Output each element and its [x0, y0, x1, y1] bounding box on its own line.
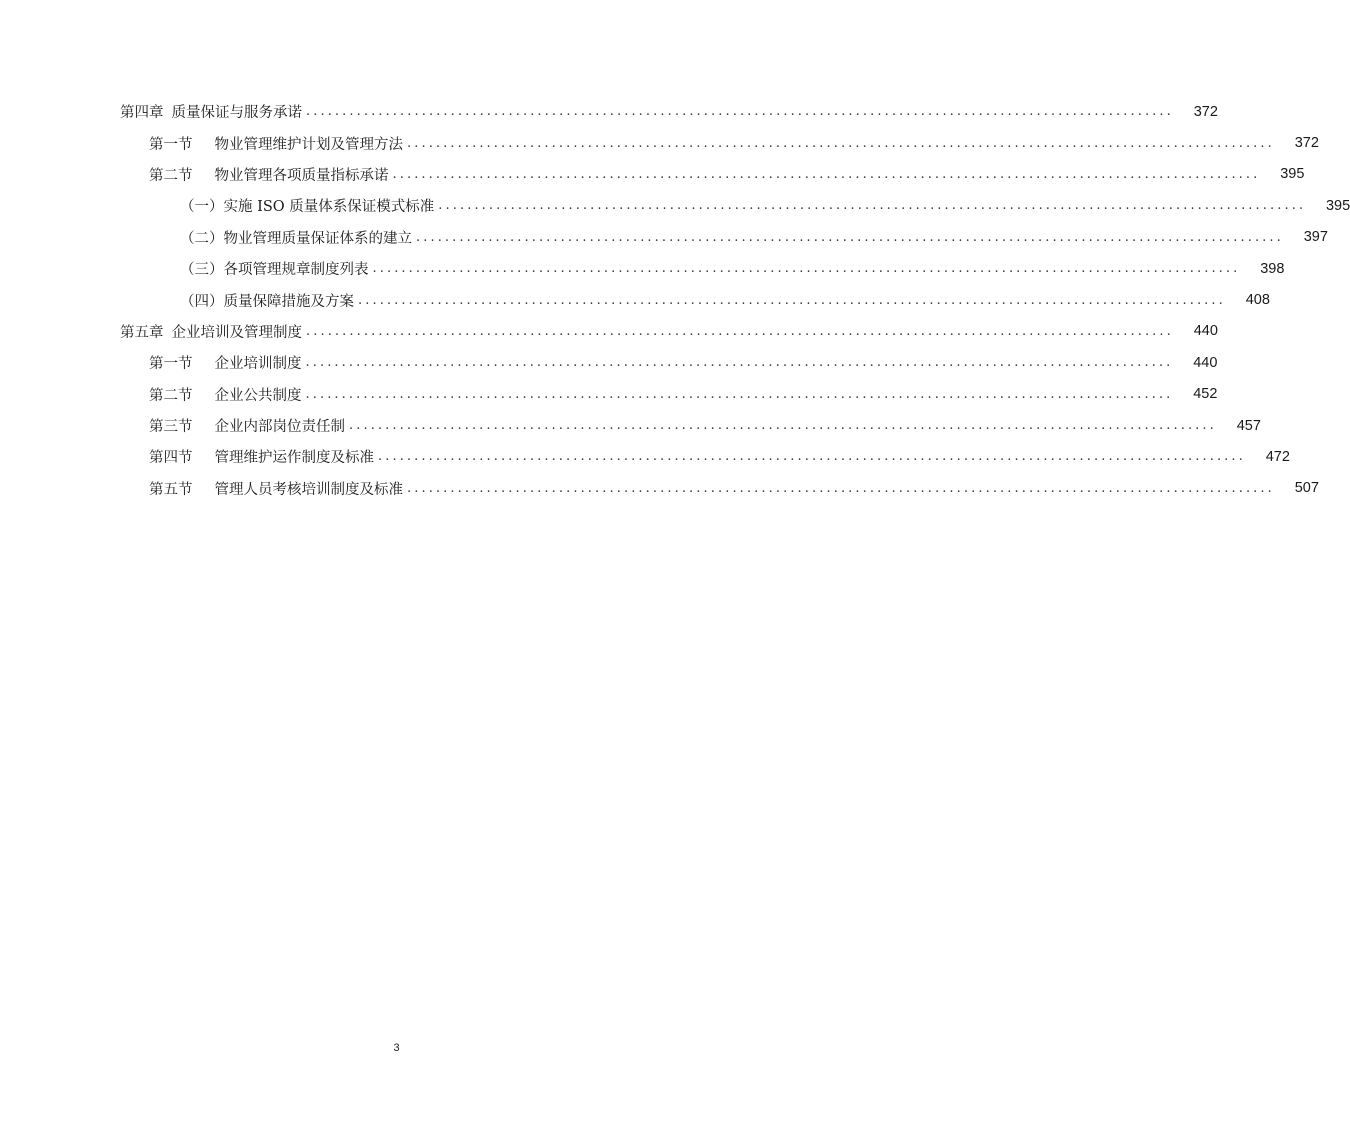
toc-page-number: 457 — [1236, 417, 1261, 434]
toc-entry-section[interactable] — [0, 379, 1218, 410]
toc-entry-title — [149, 164, 393, 185]
toc-entry-text: 企业内部岗位责任制 — [214, 419, 345, 436]
toc-entry-prefix: 第四节 — [149, 450, 193, 467]
toc-entry-prefix: 第三节 — [149, 419, 193, 436]
toc-entry-prefix: 第二节 — [149, 167, 193, 184]
toc-entry-subsection[interactable] — [0, 253, 1285, 284]
dot-leader: ........................................................................................................................ — [416, 229, 1284, 245]
toc-page-number: 395 — [1325, 197, 1350, 214]
dot-leader: ........................................................................................................................ — [358, 292, 1226, 308]
toc-page-number: 452 — [1193, 386, 1218, 403]
toc-entry-text: 质量保障措施及方案 — [223, 293, 354, 310]
toc-entry-title — [180, 227, 416, 248]
toc-entry-text: 企业培训及管理制度 — [171, 324, 302, 341]
toc-entry-title — [180, 258, 373, 279]
toc-entry-subsection[interactable] — [0, 222, 1328, 253]
dot-leader: ........................................................................................................................ — [306, 104, 1174, 120]
dot-leader: ........................................................................................................................ — [306, 323, 1174, 339]
toc-entry-title — [120, 321, 306, 342]
toc-entry-text: 各项管理规章制度列表 — [223, 262, 369, 279]
toc-entry-text: 管理人员考核培训制度及标准 — [214, 481, 403, 498]
toc-entry-text: 管理维护运作制度及标准 — [214, 450, 374, 467]
toc-entry-text: 物业管理质量保证体系的建立 — [223, 230, 412, 247]
toc-entry-title — [180, 290, 358, 311]
toc-entry-text: 企业培训制度 — [214, 356, 302, 373]
toc-entry-title — [149, 352, 306, 373]
toc-entry-prefix: 第二节 — [149, 387, 193, 404]
dot-leader: ........................................................................................................................ — [305, 386, 1174, 402]
toc-entry-title — [149, 478, 407, 499]
toc-entry-subsection[interactable] — [0, 190, 1350, 221]
toc-entry-text: 物业管理各项质量指标承诺 — [214, 167, 389, 184]
toc-entry-title — [149, 384, 306, 405]
toc-entry-section[interactable] — [0, 473, 1319, 504]
toc-entry-section[interactable] — [0, 410, 1261, 441]
toc-entry-title — [149, 415, 349, 436]
toc-entry-chapter-5[interactable] — [0, 316, 1218, 347]
dot-leader: ........................................................................................................................ — [349, 418, 1217, 434]
toc-entry-section[interactable] — [0, 441, 1290, 472]
toc-entry-text: 企业公共制度 — [214, 387, 302, 404]
toc-entry-prefix: 第一节 — [149, 136, 193, 153]
dot-leader: ........................................................................................................................ — [305, 355, 1174, 371]
toc-entry-text: 质量保证与服务承诺 — [171, 105, 302, 122]
toc-entry-prefix: （一） — [180, 199, 224, 216]
toc-entry-prefix: （三） — [180, 262, 224, 279]
toc-page-number: 472 — [1265, 448, 1290, 465]
dot-leader: ........................................................................................................................ — [438, 198, 1307, 214]
toc-entry-prefix: 第五节 — [149, 481, 193, 498]
toc-page-number: 395 — [1280, 166, 1305, 183]
toc-entry-text: 物业管理维护计划及管理方法 — [214, 136, 403, 153]
toc-entry-section[interactable] — [0, 127, 1319, 158]
page-number-footer: 3 — [393, 1042, 400, 1054]
toc-entry-chapter-4[interactable] — [0, 96, 1218, 127]
toc-page-number: 372 — [1193, 103, 1218, 120]
toc-entry-title — [149, 133, 407, 154]
toc-entry-prefix: （四） — [180, 293, 224, 310]
toc-entry-prefix: 第一节 — [149, 356, 193, 373]
toc-entry-title — [120, 101, 306, 122]
toc-page-number: 397 — [1303, 229, 1328, 246]
toc-page-number: 440 — [1193, 323, 1218, 340]
toc-page-number: 372 — [1294, 135, 1319, 152]
table-of-contents — [0, 96, 1350, 504]
toc-entry-text: 实施 ISO 质量体系保证模式标准 — [223, 199, 435, 216]
toc-page-number: 408 — [1245, 292, 1270, 309]
toc-entry-prefix: 第四章 — [120, 105, 164, 122]
dot-leader: ........................................................................................................................ — [407, 480, 1275, 496]
dot-leader: ........................................................................................................................ — [378, 449, 1246, 465]
toc-entry-title — [149, 446, 378, 467]
toc-page-number: 507 — [1294, 480, 1319, 497]
dot-leader: ........................................................................................................................ — [392, 166, 1261, 182]
toc-entry-title — [180, 195, 438, 216]
toc-page-number: 398 — [1260, 260, 1285, 277]
dot-leader: ........................................................................................................................ — [372, 261, 1241, 277]
dot-leader: ........................................................................................................................ — [407, 135, 1275, 151]
toc-entry-prefix: （二） — [180, 230, 224, 247]
toc-entry-section[interactable] — [0, 159, 1305, 190]
toc-page-number: 440 — [1193, 354, 1218, 371]
toc-entry-section[interactable] — [0, 347, 1218, 378]
toc-entry-prefix: 第五章 — [120, 324, 164, 341]
toc-entry-subsection[interactable] — [0, 284, 1270, 315]
